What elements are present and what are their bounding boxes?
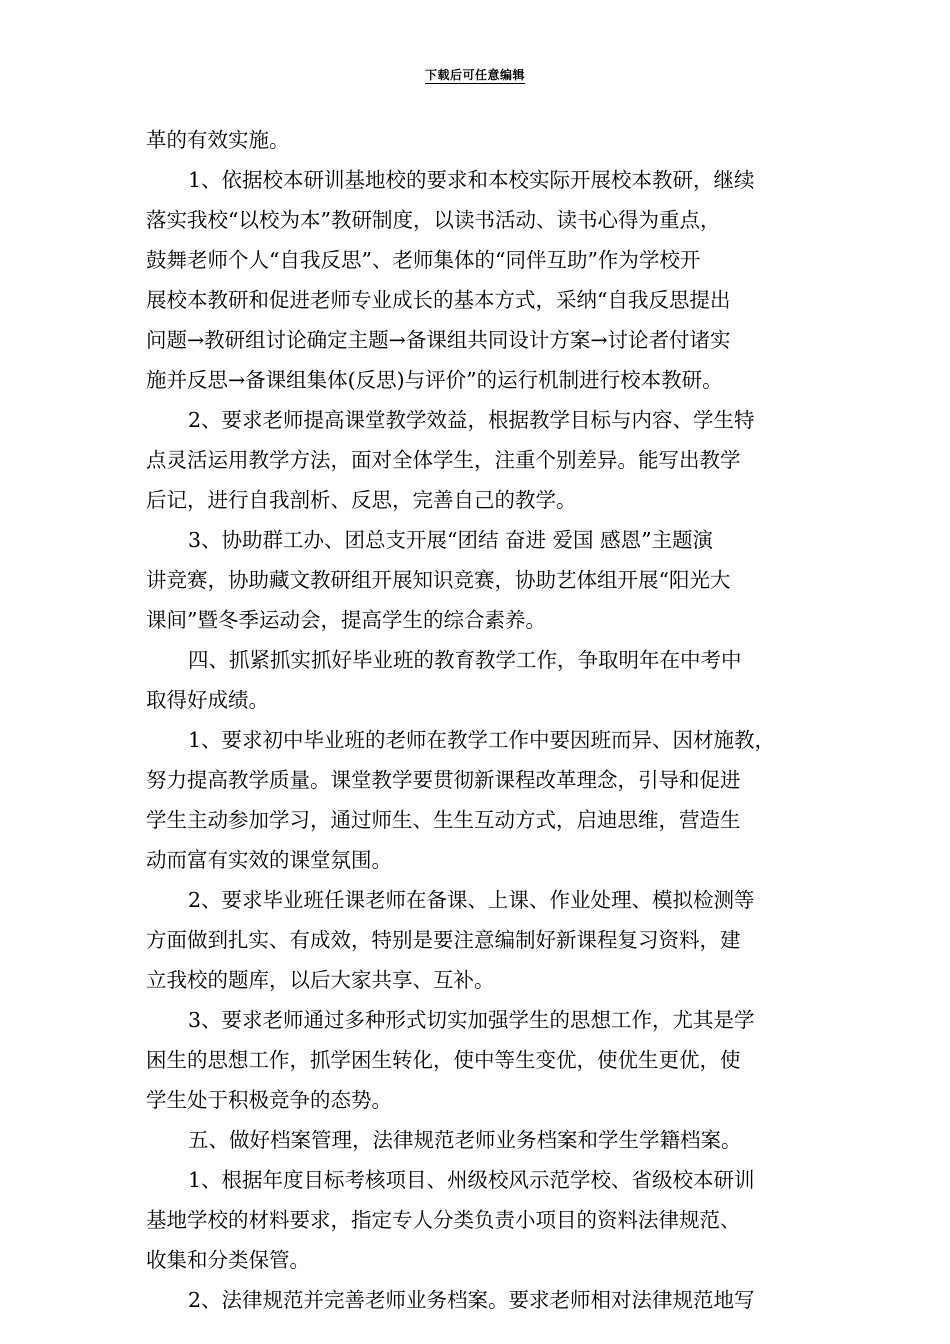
document-body — [146, 120, 816, 1320]
text-line: 2、要求毕业班任课老师在备课、上课、作业处理、模拟检测等 — [188, 888, 755, 912]
text-line: 施并反思→备课组集体(反思)与评价”的运行机制进行校本教研。 — [146, 368, 723, 392]
text-line: 四、抓紧抓实抓好毕业班的教育教学工作，争取明年在中考中 — [188, 648, 742, 672]
text-line: 学生处于积极竞争的态势。 — [146, 1088, 392, 1112]
text-line: 3、协助群工办、团总支开展“团结 奋进 爱国 感恩”主题演 — [188, 528, 714, 552]
text-line: 困生的思想工作，抓学困生转化，使中等生变优，使优生更优，使 — [146, 1048, 741, 1072]
text-line: 收集和分类保管。 — [146, 1248, 310, 1272]
text-line: 点灵活运用教学方法，面对全体学生，注重个别差异。能写出教学 — [146, 448, 741, 472]
text-line: 革的有效实施。 — [146, 128, 290, 152]
text-line: 问题→教研组讨论确定主题→备课组共同设计方案→讨论者付诸实 — [146, 328, 731, 352]
text-line: 展校本教研和促进老师专业成长的基本方式，采纳“自我反思提出 — [146, 288, 731, 312]
text-line: 基地学校的材料要求，指定专人分类负责小项目的资料法律规范、 — [146, 1208, 741, 1232]
text-line: 1、根据年度目标考核项目、州级校风示范学校、省级校本研训 — [188, 1168, 755, 1192]
header-text: 下载后可任意编辑 — [424, 68, 525, 82]
text-line: 努力提高教学质量。课堂教学要贯彻新课程改革理念，引导和促进 — [146, 768, 741, 792]
text-line: 讲竞赛，协助藏文教研组开展知识竞赛，协助艺体组开展“阳光大 — [146, 568, 731, 592]
text-line: 取得好成绩。 — [146, 688, 269, 712]
text-line: 五、做好档案管理，法律规范老师业务档案和学生学籍档案。 — [188, 1128, 742, 1152]
page-header — [0, 68, 950, 82]
text-line: 后记，进行自我剖析、反思，完善自己的教学。 — [146, 488, 577, 512]
text-line: 2、要求老师提高课堂教学效益，根据教学目标与内容、学生特 — [188, 408, 755, 432]
text-line: 1、要求初中毕业班的老师在教学工作中要因班而异、因材施教， — [188, 728, 776, 752]
text-line: 3、要求老师通过多种形式切实加强学生的思想工作，尤其是学 — [188, 1008, 755, 1032]
text-line: 鼓舞老师个人“自我反思”、老师集体的“同伴互助”作为学校开 — [146, 248, 701, 272]
text-line: 立我校的题库，以后大家共享、互补。 — [146, 968, 495, 992]
text-line: 学生主动参加学习，通过师生、生生互动方式，启迪思维，营造生 — [146, 808, 741, 832]
text-line: 2、法律规范并完善老师业务档案。要求老师相对法律规范地写 — [188, 1288, 755, 1312]
text-line: 动而富有实效的课堂氛围。 — [146, 848, 392, 872]
text-line: 方面做到扎实、有成效，特别是要注意编制好新课程复习资料，建 — [146, 928, 741, 952]
text-line: 1、依据校本研训基地校的要求和本校实际开展校本教研，继续 — [188, 168, 755, 192]
text-line: 落实我校“以校为本”教研制度，以读书活动、读书心得为重点， — [146, 208, 721, 232]
text-line: 课间”暨冬季运动会，提高学生的综合素养。 — [146, 608, 546, 632]
